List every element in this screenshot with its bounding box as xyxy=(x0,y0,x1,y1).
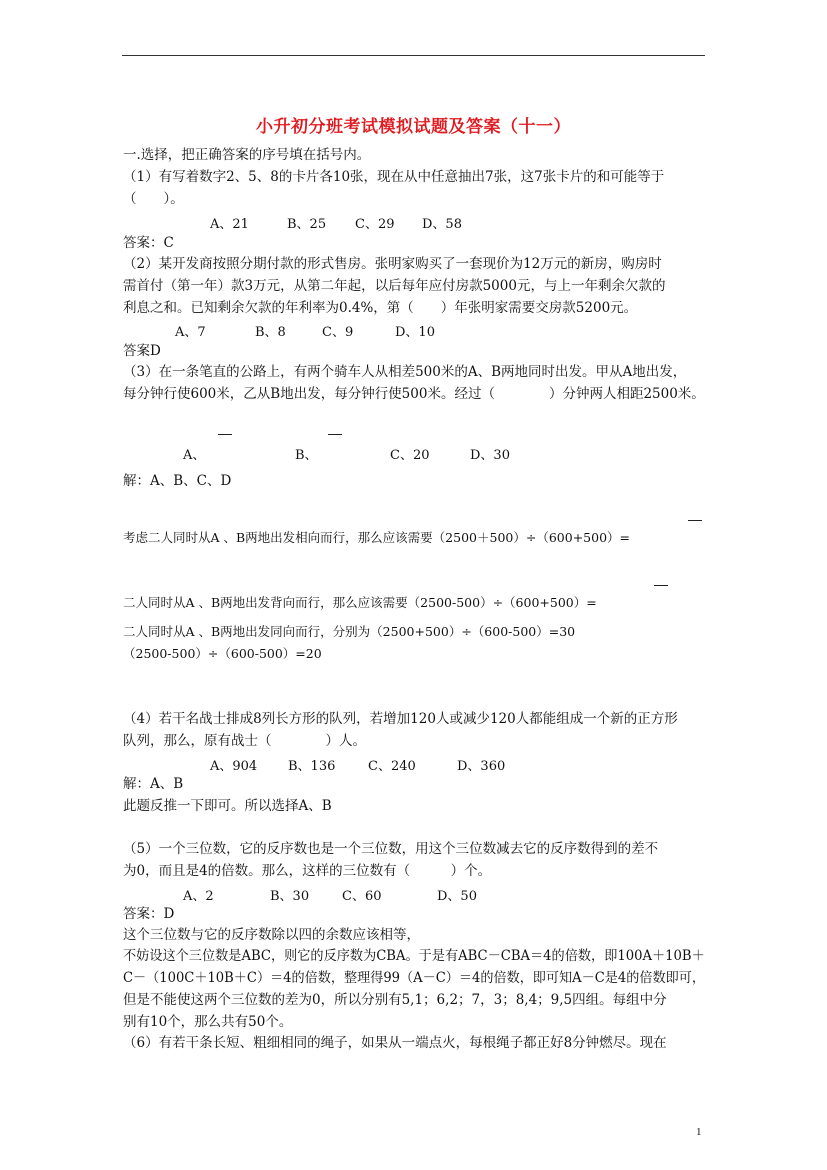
q4-solution: 解：A、B xyxy=(123,776,184,792)
q5-line2: 为0，而且是4的倍数。那么，这样的三位数有（ ）个。 xyxy=(123,863,492,879)
q2-option-a: A、7 xyxy=(175,325,206,340)
q3-explanation-1: 考虑二人同时从A 、B两地出发相向而行，那么应该需要（2500＋500）÷（600+500）= xyxy=(123,530,630,545)
q1-option-a: A、21 xyxy=(210,217,249,232)
q5-option-a: A、2 xyxy=(183,889,214,904)
q3-solution: 解：A、B、C、D xyxy=(123,473,232,489)
q3-explanation-4: （2500-500）÷（600-500）=20 xyxy=(123,646,322,661)
q2-answer: 答案D xyxy=(123,343,161,359)
q1-option-d: D、58 xyxy=(422,217,462,232)
q2-option-b: B、8 xyxy=(255,325,286,340)
q4-option-c: C、240 xyxy=(368,759,416,774)
section-heading: 一.选择，把正确答案的序号填在括号内。 xyxy=(123,147,371,163)
fraction-bar xyxy=(688,520,702,521)
q5-option-b: B、30 xyxy=(270,889,310,904)
q6-line1: （6）有若干条长短、粗细相同的绳子，如果从一端点火，每根绳子都正好8分钟燃尽。现在 xyxy=(123,1035,667,1051)
q4-option-b: B、136 xyxy=(288,759,336,774)
q5-explanation-4: 但是不能使这两个三位数的差为0，所以分别有5,1；6,2；7，3；8,4；9,5四组。每组中分 xyxy=(123,992,667,1008)
q1-answer: 答案：C xyxy=(123,235,174,251)
q5-explanation-3: C－（100C＋10B＋C）＝4的倍数，整理得99（A－C）＝4的倍数，即可知A－C是4的倍数即可， xyxy=(123,970,705,986)
q5-option-d: D、50 xyxy=(437,889,477,904)
q4-option-a: A、904 xyxy=(210,759,258,774)
q3-explanation-2: 二人同时从A 、B两地出发背向而行，那么应该需要（2500-500）÷（600+500）= xyxy=(123,595,597,610)
q3-option-a: A、 xyxy=(183,448,206,463)
q3-explanation-3: 二人同时从A 、B两地出发同向而行，分别为（2500+500）÷（600-500）=30 xyxy=(123,624,576,639)
q1-line1: （1）有写着数字2、5、8的卡片各10张，现在从中任意抽出7张，这7张卡片的和可能等于 xyxy=(123,169,665,185)
q5-line1: （5）一个三位数，它的反序数也是一个三位数，用这个三位数减去它的反序数得到的差不 xyxy=(123,841,659,857)
q5-answer: 答案：D xyxy=(123,906,175,922)
q5-explanation-1: 这个三位数与它的反序数除以四的余数应该相等， xyxy=(123,927,420,943)
q3-option-c: C、20 xyxy=(390,448,430,463)
q5-explanation-5: 别有10个，那么共有50个。 xyxy=(123,1014,293,1030)
q1-line2: （ ）。 xyxy=(123,191,184,207)
q2-line2: 需首付（第一年）款3万元，从第二年起，以后每年应付房款5000元，与上一年剩余欠款的 xyxy=(123,278,666,294)
q2-line3: 利息之和。已知剩余欠款的年利率为0.4%，第（ ）年张明家需要交房款5200元。 xyxy=(123,300,638,316)
q4-explanation: 此题反推一下即可。所以选择A、B xyxy=(123,798,332,814)
q5-option-c: C、60 xyxy=(342,889,382,904)
fraction-bar xyxy=(654,585,668,586)
q3-line1: （3）在一条笔直的公路上，有两个骑车人从相差500米的A、B两地同时出发。甲从A地出发， xyxy=(123,364,687,380)
q2-line1: （2）某开发商按照分期付款的形式售房。张明家购买了一套现价为12万元的新房，购房时 xyxy=(123,256,662,272)
q4-line2: 队列，那么，原有战士（ ）人。 xyxy=(123,733,366,749)
page-number: 1 xyxy=(696,1126,702,1138)
page-title: 小升初分班考试模拟试题及答案（十一） xyxy=(256,117,571,137)
q5-explanation-2: 不妨设这个三位数是ABC，则它的反序数为CBA。于是有ABC－CBA＝4的倍数，即100A＋10B＋ xyxy=(123,948,705,964)
q2-option-d: D、10 xyxy=(395,325,435,340)
q3-option-b: B、 xyxy=(295,448,318,463)
q1-option-b: B、25 xyxy=(287,217,327,232)
header-rule xyxy=(122,55,705,56)
q4-option-d: D、360 xyxy=(457,759,506,774)
fraction-bar xyxy=(218,434,232,435)
q4-line1: （4）若干名战士排成8列长方形的队列，若增加120人或减少120人都能组成一个新的正方形 xyxy=(123,711,678,727)
q3-option-d: D、30 xyxy=(470,448,510,463)
q1-option-c: C、29 xyxy=(355,217,395,232)
q3-line2: 每分钟行使600米，乙从B地出发，每分钟行使500米。经过（ ）分钟两人相距2500米。 xyxy=(123,386,705,402)
fraction-bar xyxy=(328,434,342,435)
q2-option-c: C、9 xyxy=(322,325,354,340)
